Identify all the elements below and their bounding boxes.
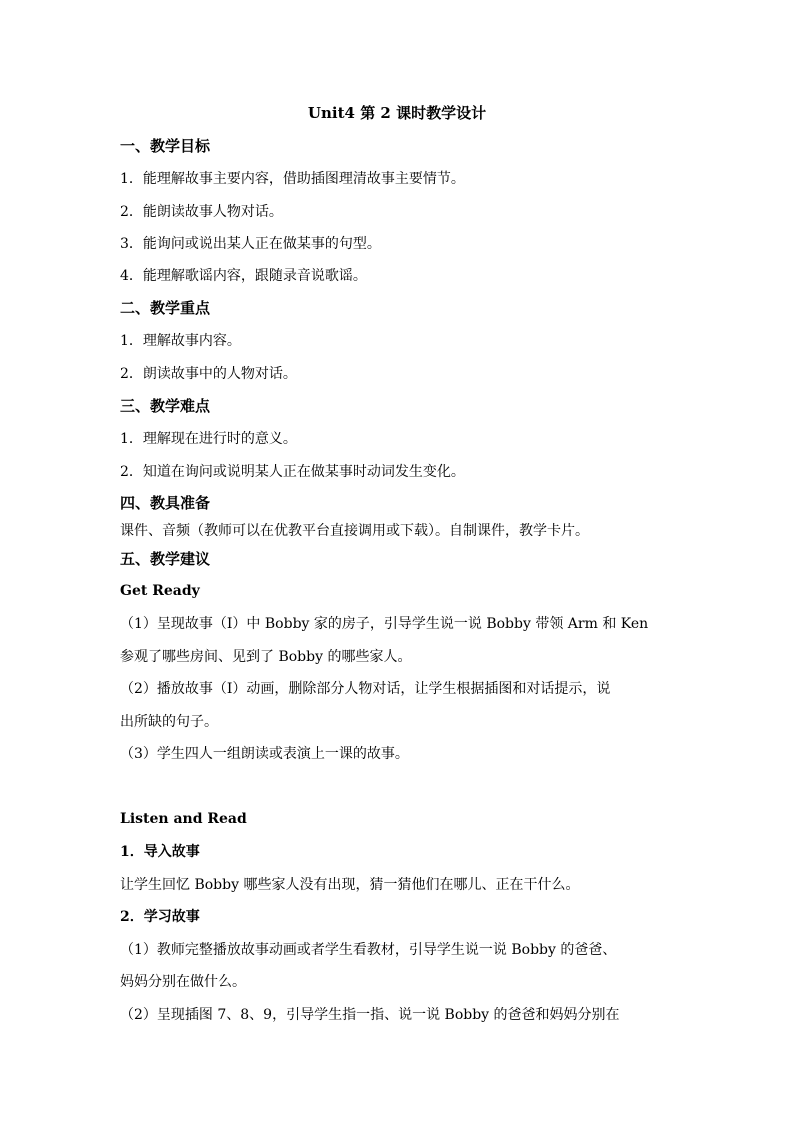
step1-heading: 1．导入故事 bbox=[120, 844, 200, 860]
get-ready-line-5: （3）学生四人一组朗读或表演上一课的故事。 bbox=[120, 746, 409, 762]
key-point-item-1: 1．理解故事内容。 bbox=[120, 333, 241, 349]
step2-heading: 2．学习故事 bbox=[120, 909, 200, 925]
objective-item-1: 1．能理解故事主要内容，借助插图理清故事主要情节。 bbox=[120, 171, 465, 187]
section-heading-materials: 四、教具准备 bbox=[120, 494, 211, 512]
get-ready-label: Get Ready bbox=[120, 583, 200, 599]
objective-item-2: 2．能朗读故事人物对话。 bbox=[120, 204, 283, 220]
get-ready-line-1: （1）呈现故事（I）中 Bobby 家的房子，引导学生说一说 Bobby 带领 Arm 和 Ken bbox=[120, 616, 649, 632]
document-title: Unit4 第 2 课时教学设计 bbox=[307, 104, 487, 122]
section-heading-suggestions: 五、教学建议 bbox=[120, 550, 211, 568]
section-heading-difficulties: 三、教学难点 bbox=[120, 397, 211, 415]
key-point-item-2: 2．朗读故事中的人物对话。 bbox=[120, 366, 297, 382]
section-heading-objectives: 一、教学目标 bbox=[120, 137, 211, 155]
difficulty-item-2: 2．知道在询问或说明某人正在做某事时动词发生变化。 bbox=[120, 464, 465, 480]
get-ready-line-4: 出所缺的句子。 bbox=[120, 714, 218, 730]
listen-read-label: Listen and Read bbox=[120, 811, 247, 827]
materials-text: 课件、音频（教师可以在优教平台直接调用或下载）。自制课件，教学卡片。 bbox=[120, 523, 589, 539]
section-heading-key-points: 二、教学重点 bbox=[120, 299, 211, 317]
objective-item-3: 3．能询问或说出某人正在做某事的句型。 bbox=[120, 236, 381, 252]
step2-line-3: （2）呈现插图 7、8、9，引导学生指一指、说一说 Bobby 的爸爸和妈妈分别在 bbox=[120, 1007, 620, 1023]
difficulty-item-1: 1．理解现在进行时的意义。 bbox=[120, 431, 297, 447]
get-ready-line-2: 参观了哪些房间、见到了 Bobby 的哪些家人。 bbox=[120, 649, 412, 665]
step2-line-2: 妈妈分别在做什么。 bbox=[120, 974, 246, 990]
step1-text: 让学生回忆 Bobby 哪些家人没有出现，猜一猜他们在哪儿、正在干什么。 bbox=[120, 877, 580, 893]
step2-line-1: （1）教师完整播放故事动画或者学生看教材，引导学生说一说 Bobby 的爸爸、 bbox=[120, 942, 617, 958]
objective-item-4: 4．能理解歌谣内容，跟随录音说歌谣。 bbox=[120, 268, 367, 284]
get-ready-line-3: （2）播放故事（I）动画，删除部分人物对话，让学生根据插图和对话提示，说 bbox=[120, 681, 611, 697]
